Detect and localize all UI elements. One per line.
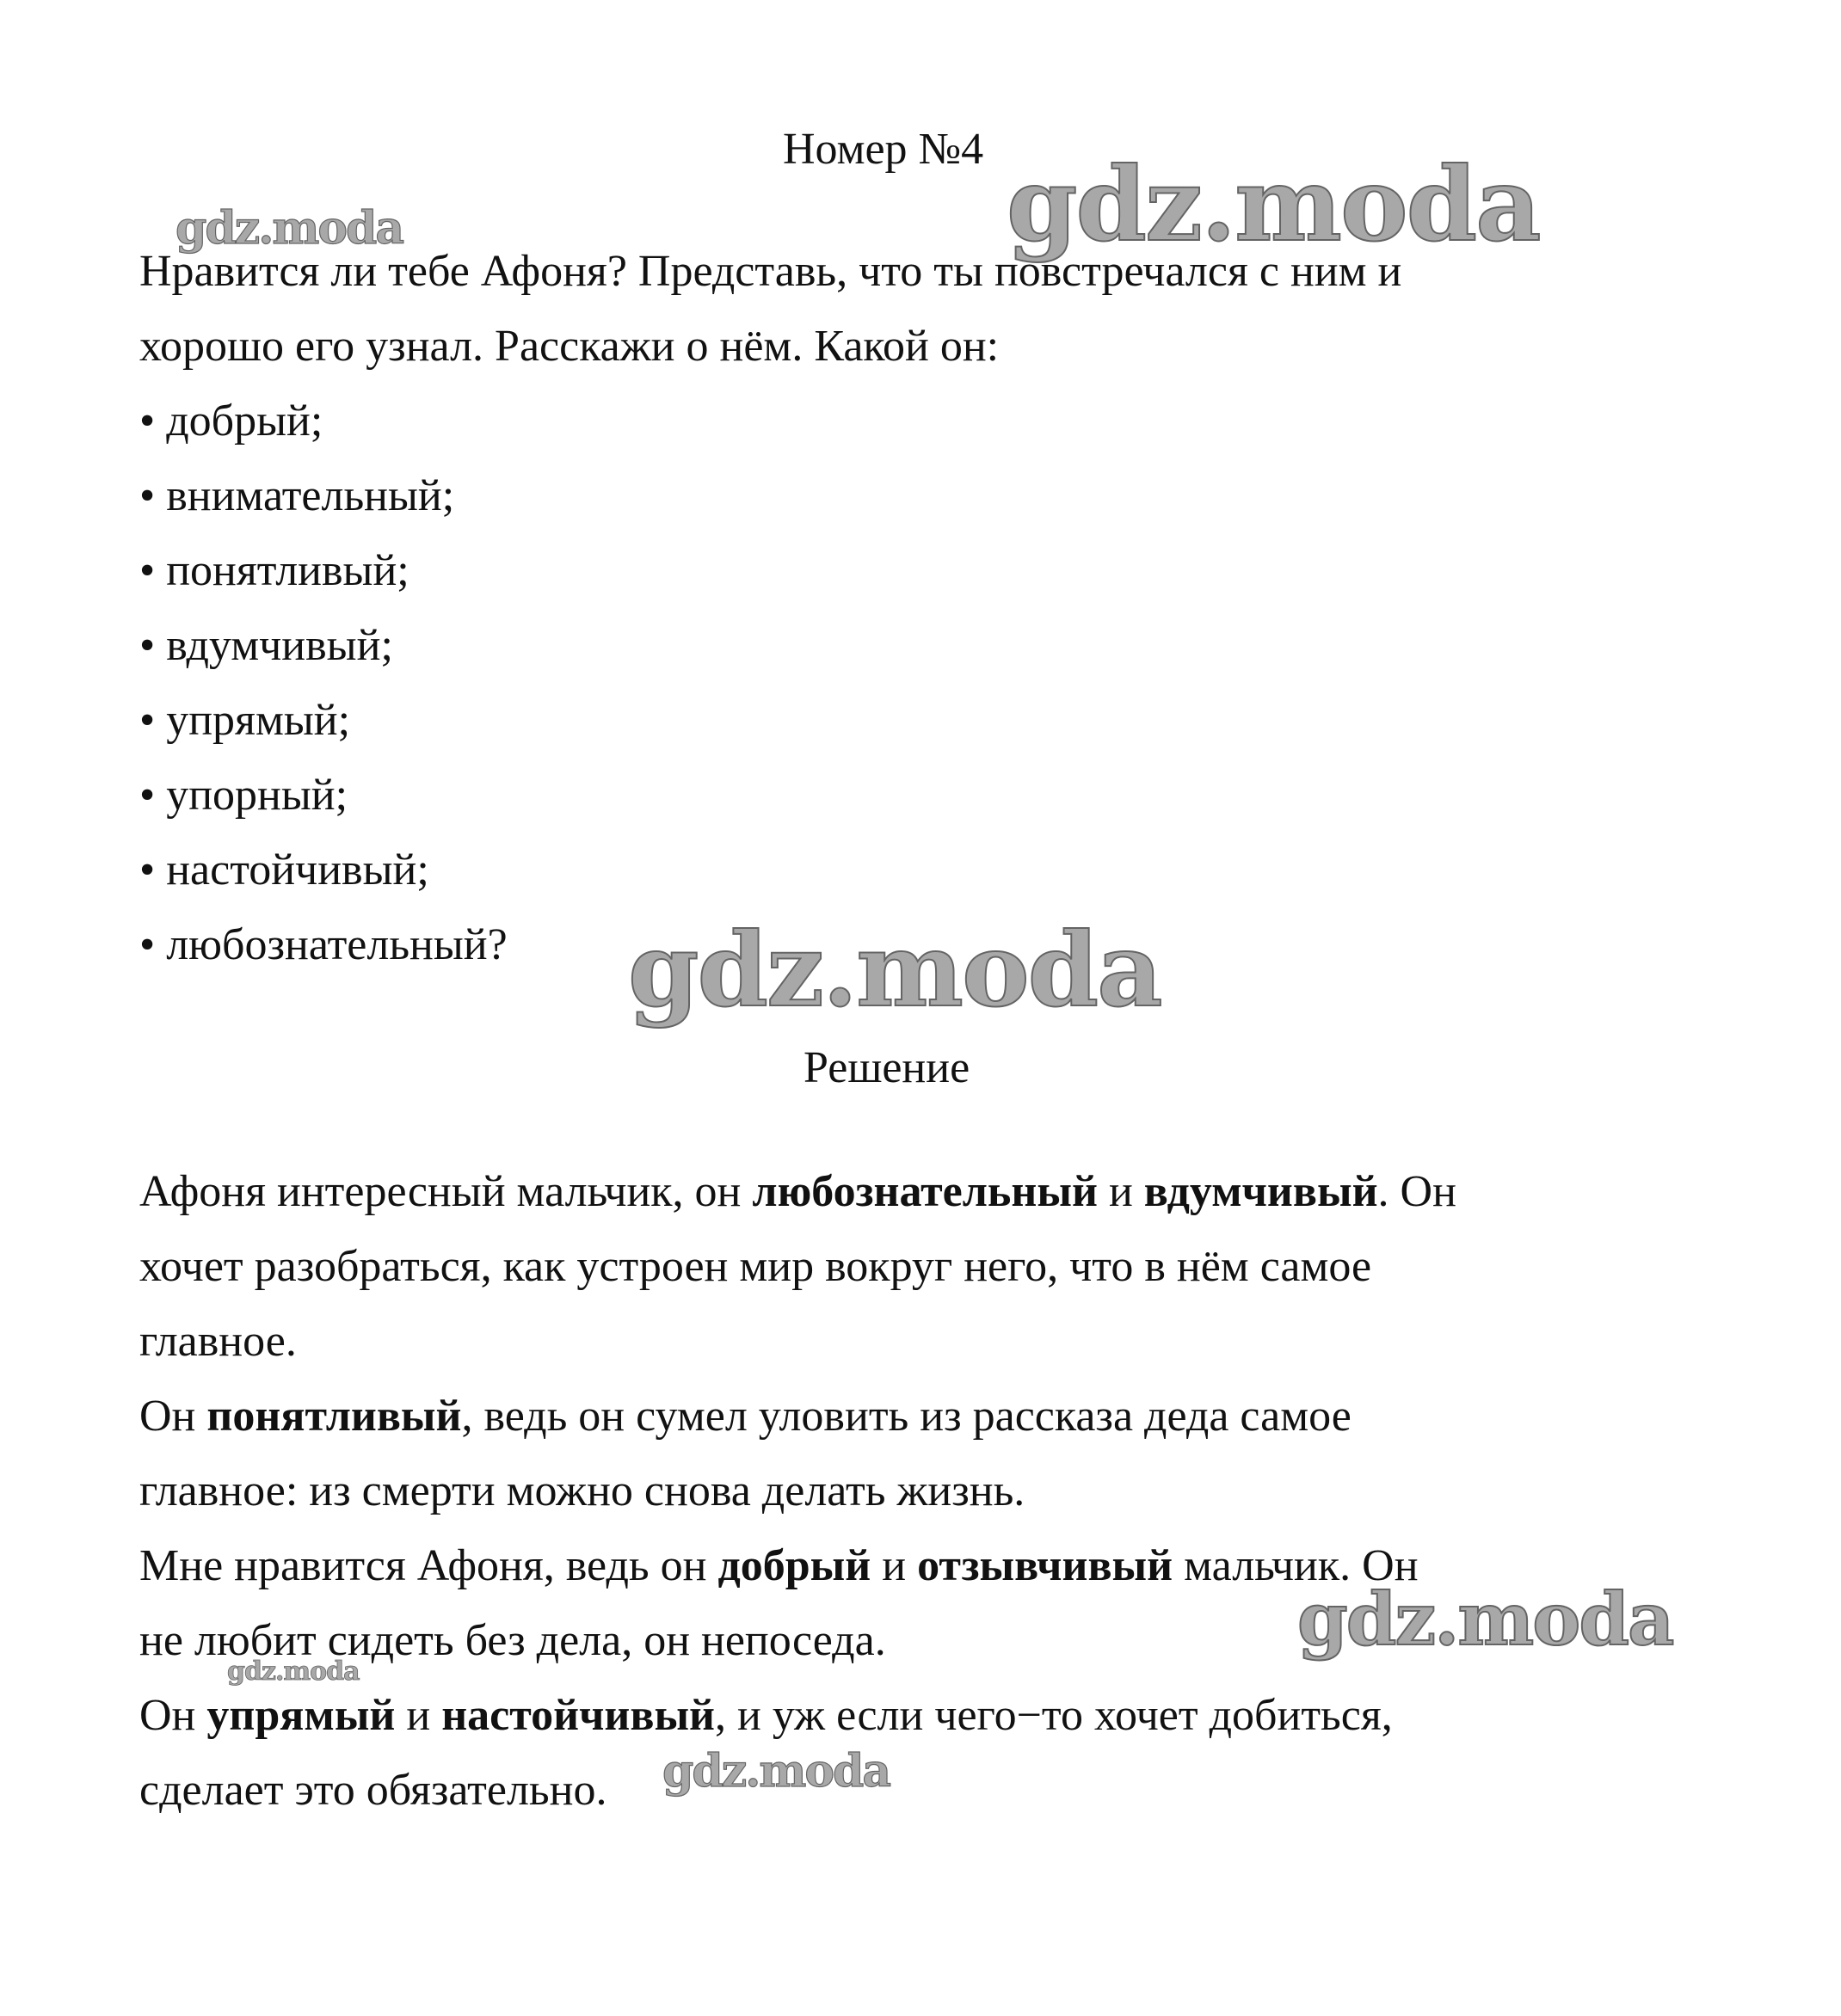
watermark: gdz.moda bbox=[628, 910, 1161, 1030]
task-line-1: Нравится ли тебе Афоня? Представь, что ты повстречался с ним и bbox=[139, 247, 1402, 296]
solution-p3-line-1 bbox=[139, 1540, 1419, 1592]
watermark: gdz.moda bbox=[175, 202, 403, 255]
page-title: Номер №4 bbox=[783, 125, 984, 174]
task-bullet-4: • вдумчивый; bbox=[139, 621, 393, 670]
text-run: мальчик. Он bbox=[1173, 1541, 1419, 1590]
watermark: gdz.moda bbox=[227, 1656, 360, 1687]
solution-p2-line-2: главное: из смерти можно снова делать жизнь. bbox=[139, 1466, 1025, 1515]
solution-p1-line-2: хочет разобраться, как устроен мир вокруг него, что в нём самое bbox=[139, 1242, 1372, 1291]
text-run: , ведь он сумел уловить из рассказа деда самое bbox=[461, 1392, 1352, 1441]
task-line-2: хорошо его узнал. Расскажи о нём. Какой он: bbox=[139, 322, 1000, 371]
text-run: Он bbox=[139, 1691, 207, 1740]
bold-term-responsive: отзывчивый bbox=[917, 1541, 1173, 1590]
bold-term-persistent: настойчивый bbox=[441, 1691, 716, 1740]
text-run: Он bbox=[139, 1392, 207, 1441]
solution-p2-line-1 bbox=[139, 1391, 1352, 1442]
bold-term-understanding: понятливый bbox=[206, 1392, 462, 1441]
solution-p1-line-1 bbox=[139, 1166, 1456, 1218]
watermark: gdz.moda bbox=[1007, 144, 1540, 264]
text-run: Афоня интересный мальчик, он bbox=[139, 1167, 753, 1216]
task-bullet-5: • упрямый; bbox=[139, 696, 351, 745]
task-bullet-7: • настойчивый; bbox=[139, 845, 429, 894]
watermark: gdz.moda bbox=[1297, 1577, 1673, 1662]
text-run: , и уж если чего−то хочет добиться, bbox=[715, 1691, 1393, 1740]
task-bullet-1: • добрый; bbox=[139, 396, 323, 446]
bold-term-curious: любознательный bbox=[752, 1167, 1098, 1216]
text-run: . Он bbox=[1377, 1167, 1456, 1216]
solution-p4-line-2: сделает это обязательно. bbox=[139, 1766, 607, 1815]
solution-p1-line-3: главное. bbox=[139, 1317, 297, 1366]
task-bullet-3: • понятливый; bbox=[139, 546, 409, 595]
solution-heading: Решение bbox=[804, 1043, 970, 1092]
task-bullet-6: • упорный; bbox=[139, 771, 348, 820]
text-run: и bbox=[871, 1541, 918, 1590]
task-bullet-8: • любознательный? bbox=[139, 920, 508, 969]
text-run: и bbox=[1097, 1167, 1144, 1216]
watermark: gdz.moda bbox=[662, 1745, 890, 1798]
text-run: и bbox=[395, 1691, 442, 1740]
bold-term-kind: добрый bbox=[717, 1541, 871, 1590]
solution-p3-line-2: не любит сидеть без дела, он непоседа. bbox=[139, 1616, 886, 1665]
bold-term-stubborn: упрямый bbox=[206, 1691, 396, 1740]
task-bullet-2: • внимательный; bbox=[139, 471, 455, 520]
bold-term-thoughtful: вдумчивый bbox=[1143, 1167, 1378, 1216]
solution-p4-line-1 bbox=[139, 1690, 1393, 1742]
text-run: Мне нравится Афоня, ведь он bbox=[139, 1541, 718, 1590]
